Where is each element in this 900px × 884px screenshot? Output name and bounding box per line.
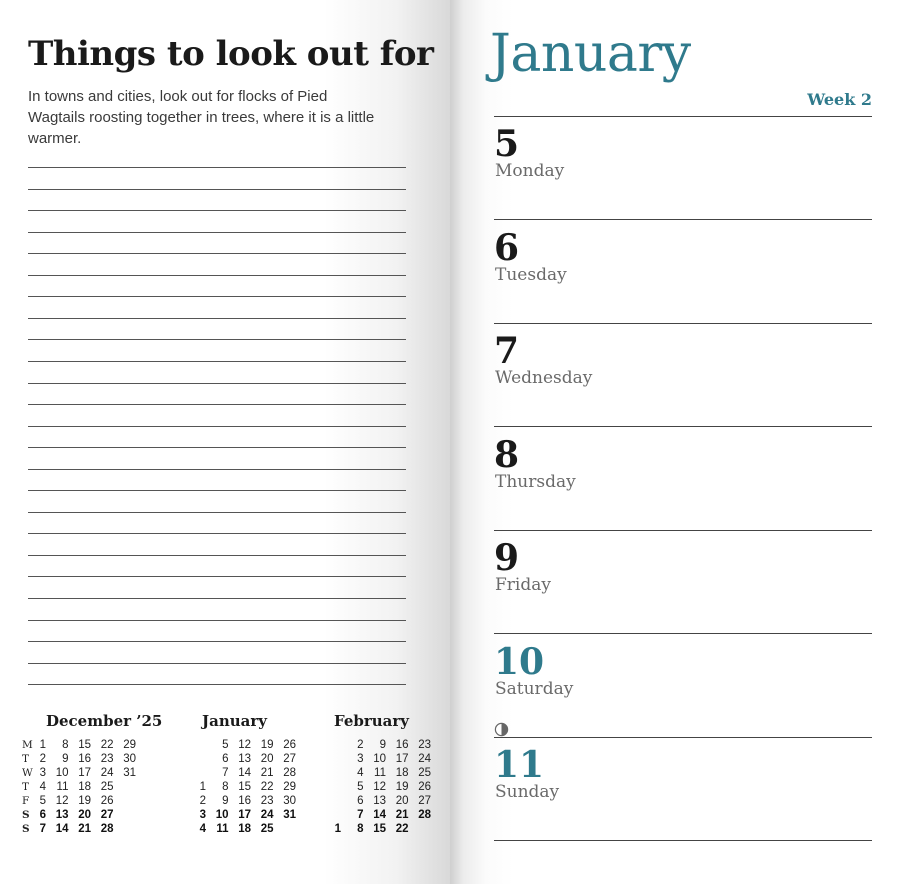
mini-calendar-date: 8 bbox=[357, 823, 364, 835]
mini-calendar-row bbox=[160, 780, 310, 794]
mini-calendar-date: 2 bbox=[39, 753, 46, 765]
mini-calendar-date: 11 bbox=[216, 823, 229, 835]
mini-calendar-date: 4 bbox=[199, 823, 206, 835]
note-line bbox=[28, 296, 406, 297]
day-number: 8 bbox=[494, 433, 520, 476]
week-label: Week 2 bbox=[807, 90, 872, 109]
mini-calendar-title: February bbox=[334, 712, 410, 730]
note-line bbox=[28, 167, 406, 168]
weekday-label: F bbox=[22, 795, 30, 807]
mini-calendar-row bbox=[160, 794, 310, 808]
mini-calendar-row bbox=[295, 780, 445, 794]
mini-calendar-date: 30 bbox=[123, 753, 136, 765]
month-title: January bbox=[490, 24, 691, 84]
mini-calendar-date: 6 bbox=[222, 753, 229, 765]
note-line bbox=[28, 512, 406, 513]
day-name: Saturday bbox=[495, 678, 574, 699]
mini-calendar-date: 12 bbox=[238, 739, 251, 751]
note-line bbox=[28, 447, 406, 448]
mini-calendar-date: 2 bbox=[357, 739, 364, 751]
day-divider bbox=[494, 219, 872, 220]
mini-calendar-row bbox=[160, 766, 310, 780]
mini-calendar-date: 8 bbox=[222, 781, 229, 793]
mini-calendar-date: 20 bbox=[395, 795, 409, 807]
mini-calendar-date: 31 bbox=[123, 767, 136, 779]
mini-calendar-date: 27 bbox=[100, 809, 114, 821]
mini-calendar-date: 5 bbox=[39, 795, 46, 807]
mini-calendar-date: 28 bbox=[100, 823, 114, 835]
day-divider bbox=[494, 840, 872, 841]
mini-calendar-date: 5 bbox=[357, 781, 364, 793]
mini-calendar-date: 16 bbox=[238, 795, 251, 807]
note-line bbox=[28, 339, 406, 340]
mini-calendar-date: 18 bbox=[78, 781, 91, 793]
note-line bbox=[28, 383, 406, 384]
mini-calendar-title: December ’25 bbox=[46, 712, 163, 730]
mini-calendar-row bbox=[295, 752, 445, 766]
note-line bbox=[28, 684, 406, 685]
note-line bbox=[28, 641, 406, 642]
mini-calendar-date: 20 bbox=[78, 809, 91, 821]
note-line bbox=[28, 663, 406, 664]
day-name: Tuesday bbox=[495, 264, 567, 285]
mini-calendar-date: 8 bbox=[62, 739, 69, 751]
day-number: 11 bbox=[494, 744, 545, 786]
day-divider bbox=[494, 323, 872, 324]
mini-calendar-date: 3 bbox=[357, 753, 364, 765]
mini-calendar-row bbox=[0, 794, 150, 808]
note-line bbox=[28, 275, 406, 276]
mini-calendar-date: 18 bbox=[238, 823, 251, 835]
mini-calendar-date: 28 bbox=[283, 767, 296, 779]
mini-calendar-date: 23 bbox=[100, 753, 114, 765]
mini-calendar-date: 22 bbox=[260, 781, 274, 793]
tips-text: In towns and cities, look out for flocks of Pied Wagtails roosting together in trees, where it is a little warmer. bbox=[28, 88, 375, 147]
mini-calendar-date: 13 bbox=[238, 753, 251, 765]
mini-calendar-row bbox=[160, 738, 310, 752]
day-number: 10 bbox=[494, 640, 545, 683]
day-name: Thursday bbox=[495, 471, 576, 492]
mini-calendar-date: 28 bbox=[418, 809, 431, 821]
mini-calendar-date: 22 bbox=[395, 823, 409, 835]
mini-calendar-date: 16 bbox=[395, 739, 409, 751]
mini-calendar-date: 12 bbox=[373, 781, 386, 793]
mini-calendar-row bbox=[295, 822, 445, 836]
mini-calendar-date: 9 bbox=[379, 739, 386, 751]
note-line bbox=[28, 361, 406, 362]
mini-calendar-row bbox=[0, 766, 150, 780]
mini-calendar-date: 5 bbox=[222, 739, 229, 751]
mini-calendar-date: 10 bbox=[373, 753, 386, 765]
note-line bbox=[28, 555, 406, 556]
mini-calendar-title: January bbox=[202, 712, 267, 730]
mini-calendar-date: 20 bbox=[260, 753, 274, 765]
mini-calendar-row bbox=[295, 794, 445, 808]
note-line bbox=[28, 210, 406, 211]
mini-calendar-date: 11 bbox=[56, 781, 69, 793]
day-name: Friday bbox=[495, 575, 551, 595]
mini-calendar-date: 6 bbox=[39, 809, 46, 821]
note-line bbox=[28, 253, 406, 254]
mini-calendar-row bbox=[0, 808, 150, 822]
mini-calendar-row bbox=[0, 738, 150, 752]
mini-calendar-date: 14 bbox=[373, 809, 386, 821]
note-line bbox=[28, 490, 406, 491]
mini-calendar-date: 17 bbox=[395, 753, 409, 765]
mini-calendar-date: 14 bbox=[238, 767, 251, 779]
mini-calendar-date: 24 bbox=[418, 753, 431, 765]
day-number: 7 bbox=[494, 330, 520, 372]
mini-calendar-row bbox=[295, 738, 445, 752]
mini-calendar-date: 17 bbox=[238, 809, 251, 821]
mini-calendar-date: 11 bbox=[374, 767, 386, 779]
mini-calendar-date: 27 bbox=[283, 753, 296, 765]
day-number: 5 bbox=[494, 123, 520, 165]
mini-calendar-date: 3 bbox=[39, 767, 46, 779]
mini-calendar-date: 1 bbox=[334, 823, 341, 835]
mini-calendar-date: 22 bbox=[100, 739, 114, 751]
mini-calendar-date: 19 bbox=[395, 781, 409, 793]
day-name: Monday bbox=[495, 161, 565, 181]
mini-calendar-row bbox=[0, 752, 150, 766]
note-line bbox=[28, 598, 406, 599]
mini-calendar-row bbox=[295, 766, 445, 780]
day-divider bbox=[494, 633, 872, 634]
mini-calendar-date: 3 bbox=[199, 809, 206, 821]
mini-calendar-date: 13 bbox=[55, 809, 69, 821]
note-line bbox=[28, 318, 406, 319]
mini-calendar-date: 21 bbox=[395, 809, 409, 821]
mini-calendar-date: 2 bbox=[199, 795, 206, 807]
note-line bbox=[28, 533, 406, 534]
mini-calendar-date: 31 bbox=[283, 809, 296, 821]
note-lines bbox=[28, 167, 406, 687]
day-divider bbox=[494, 530, 872, 531]
mini-calendar-date: 7 bbox=[39, 823, 46, 835]
note-line bbox=[28, 232, 406, 233]
day-divider bbox=[494, 426, 872, 427]
mini-calendar-date: 1 bbox=[199, 781, 206, 793]
mini-calendar-date: 14 bbox=[55, 823, 69, 835]
first-quarter-moon-icon bbox=[494, 722, 509, 737]
mini-calendar-date: 21 bbox=[260, 767, 274, 779]
mini-calendar-date: 4 bbox=[357, 767, 364, 779]
mini-calendar-date: 19 bbox=[78, 795, 91, 807]
note-line bbox=[28, 404, 406, 405]
mini-calendar-date: 30 bbox=[283, 795, 296, 807]
mini-calendar-date: 6 bbox=[357, 795, 364, 807]
mini-calendar-date: 1 bbox=[39, 739, 46, 751]
mini-calendar-date: 15 bbox=[373, 823, 386, 835]
mini-calendar-date: 7 bbox=[357, 809, 364, 821]
mini-calendar-date: 15 bbox=[78, 739, 91, 751]
mini-calendar-date: 25 bbox=[260, 823, 274, 835]
mini-calendar-date: 17 bbox=[78, 767, 91, 779]
mini-calendar-row bbox=[160, 752, 310, 766]
note-line bbox=[28, 576, 406, 577]
mini-calendar-date: 13 bbox=[373, 795, 386, 807]
mini-calendar-date: 9 bbox=[62, 753, 69, 765]
mini-calendar-date: 7 bbox=[222, 767, 229, 779]
mini-calendar-date: 10 bbox=[215, 809, 229, 821]
mini-calendar-date: 24 bbox=[100, 767, 114, 779]
mini-calendar-date: 25 bbox=[100, 781, 114, 793]
note-line bbox=[28, 426, 406, 427]
mini-calendar-date: 9 bbox=[222, 795, 229, 807]
day-name: Wednesday bbox=[495, 368, 593, 388]
day-name: Sunday bbox=[495, 782, 560, 802]
mini-calendar-date: 26 bbox=[283, 739, 296, 751]
mini-calendar-date: 27 bbox=[418, 795, 431, 807]
weekday-label: W bbox=[22, 767, 33, 779]
mini-calendar-date: 24 bbox=[260, 809, 274, 821]
mini-calendar-date: 26 bbox=[418, 781, 431, 793]
mini-calendar-date: 10 bbox=[55, 767, 69, 779]
note-line bbox=[28, 189, 406, 190]
mini-calendar-date: 29 bbox=[123, 739, 136, 751]
mini-calendar-date: 23 bbox=[260, 795, 274, 807]
mini-calendar-date: 23 bbox=[418, 739, 431, 751]
mini-calendar-date: 25 bbox=[418, 767, 431, 779]
mini-calendar-date: 15 bbox=[238, 781, 251, 793]
weekday-label: S bbox=[22, 809, 30, 821]
mini-calendar-row bbox=[0, 780, 150, 794]
mini-calendar-row bbox=[160, 808, 310, 822]
mini-calendar-row bbox=[0, 822, 150, 836]
mini-calendar-date: 12 bbox=[55, 795, 69, 807]
day-divider bbox=[494, 116, 872, 117]
mini-calendar-date: 18 bbox=[395, 767, 409, 779]
mini-calendar-date: 21 bbox=[78, 823, 91, 835]
weekday-label: S bbox=[22, 823, 30, 835]
mini-calendar-date: 4 bbox=[39, 781, 46, 793]
mini-calendar-date: 26 bbox=[100, 795, 114, 807]
weekday-label: T bbox=[22, 753, 30, 765]
tips-title: Things to look out for bbox=[28, 34, 434, 74]
weekday-label: T bbox=[22, 781, 30, 793]
note-line bbox=[28, 620, 406, 621]
day-number: 6 bbox=[494, 226, 520, 269]
mini-calendar-row bbox=[295, 808, 445, 822]
note-line bbox=[28, 469, 406, 470]
mini-calendar-date: 19 bbox=[260, 739, 274, 751]
mini-calendar-date: 29 bbox=[283, 781, 296, 793]
mini-calendar-row bbox=[160, 822, 310, 836]
weekday-label: M bbox=[22, 739, 33, 751]
mini-calendar-date: 16 bbox=[78, 753, 91, 765]
day-number: 9 bbox=[494, 537, 520, 579]
day-divider bbox=[494, 737, 872, 738]
